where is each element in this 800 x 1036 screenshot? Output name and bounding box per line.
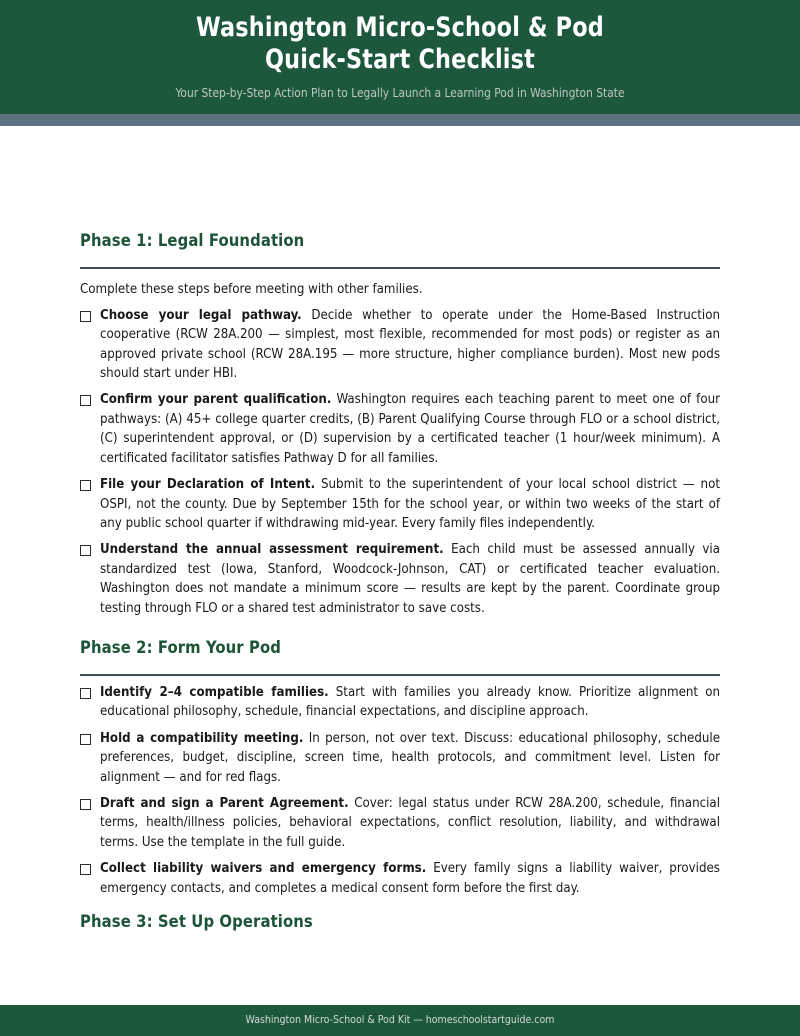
checklist-item[interactable] bbox=[80, 390, 720, 468]
checklist-item-label: Collect liability waivers and emergency forms. bbox=[100, 861, 427, 877]
document-title bbox=[32, 12, 768, 76]
phase-section-3 bbox=[80, 912, 720, 931]
phase-rule-2 bbox=[80, 674, 720, 676]
checkbox-icon[interactable] bbox=[80, 545, 91, 556]
checkbox-icon[interactable] bbox=[80, 395, 91, 406]
checklist-item-text bbox=[100, 794, 720, 852]
checklist-item-body: In person, not over text. Discuss: educational philosophy, schedule preferences, budget, discipline, screen time, health protocols, and commitment level. Listen for alignment — and for red flags. bbox=[100, 730, 720, 785]
checklist-item[interactable] bbox=[80, 859, 720, 898]
checklist-item-label: Hold a compatibility meeting. bbox=[100, 730, 304, 746]
checklist-item[interactable] bbox=[80, 794, 720, 852]
checklist-item[interactable] bbox=[80, 306, 720, 384]
checklist-item-text bbox=[100, 306, 720, 384]
checkbox-icon[interactable] bbox=[80, 734, 91, 745]
document-body bbox=[0, 126, 800, 931]
checklist-item-label: Choose your legal pathway. bbox=[100, 307, 302, 323]
phase-section-2 bbox=[80, 638, 720, 898]
checklist-item-label: File your Declaration of Intent. bbox=[100, 477, 316, 493]
checklist-item[interactable] bbox=[80, 683, 720, 722]
phase-intro-1: Complete these steps before meeting with other families. bbox=[80, 281, 423, 297]
document-subtitle: Your Step-by-Step Action Plan to Legally Launch a Learning Pod in Washington State bbox=[175, 84, 625, 100]
phase-section-1 bbox=[80, 231, 720, 618]
document-footer bbox=[0, 1005, 800, 1036]
checklist-2 bbox=[80, 683, 720, 898]
checkbox-icon[interactable] bbox=[80, 480, 91, 491]
checklist-item-body: Decide whether to operate under the Home-Based Instruction cooperative (RCW 28A.200 — simplest, most flexible, recommended for most pods) or register as an approved private school (RCW 28A.195 — more structure, higher compliance burden). Most new pods should start under HBI. bbox=[100, 307, 720, 382]
checklist-item-label: Identify 2–4 compatible families. bbox=[100, 684, 329, 700]
body-top-spacer bbox=[80, 126, 720, 231]
checklist-item-body: Cover: legal status under RCW 28A.200, schedule, financial terms, health/illness policies, behavioral expectations, conflict resolution, liability, and withdrawal terms. Use the template in the full guide. bbox=[100, 795, 720, 850]
checklist-item-body: Each child must be assessed annually via standardized test (Iowa, Stanford, Woodcock-Johnson, CAT) or certificated teacher evaluation. Washington does not mandate a minimum score — results are kept by the parent. Coordinate group testing through FLO or a shared test administrator to save costs. bbox=[100, 542, 720, 616]
checklist-item-body: Submit to the superintendent of your local school district — not OSPI, not the county. Due by September 15th for the school year, or within two weeks of the start of any public school quarter if withdrawing mid-year. Every family files independently. bbox=[100, 477, 720, 531]
checklist-item-body: Start with families you already know. Prioritize alignment on educational philosophy, schedule, financial expectations, and discipline approach. bbox=[100, 684, 720, 720]
checklist-item-text bbox=[100, 540, 720, 618]
header-accent-bar bbox=[0, 114, 800, 126]
checklist-1 bbox=[80, 306, 720, 618]
checklist-item-label: Draft and sign a Parent Agreement. bbox=[100, 795, 349, 811]
checklist-item-text bbox=[100, 729, 720, 787]
checklist-item-label: Confirm your parent qualification. bbox=[100, 392, 332, 408]
checklist-item-text bbox=[100, 390, 720, 468]
checklist-item[interactable] bbox=[80, 729, 720, 787]
checklist-item-text bbox=[100, 475, 720, 533]
document-title-line-2: Quick-Start Checklist bbox=[264, 43, 536, 75]
checklist-item-body: Every family signs a liability waiver, provides emergency contacts, and completes a medical consent form before the first day. bbox=[100, 861, 720, 896]
checklist-item-body: Washington requires each teaching parent to meet one of four pathways: (A) 45+ college quarter credits, (B) Parent Qualifying Course through FLO or a school district, (C) superintendent approval, or (D) supervision by a certificated teacher (1 hour/week minimum). A certificated facilitator satisfies Pathway D for all families. bbox=[100, 392, 720, 466]
checklist-item-text bbox=[100, 859, 720, 898]
checkbox-icon[interactable] bbox=[80, 311, 91, 322]
checkbox-icon[interactable] bbox=[80, 799, 91, 810]
footer-text: Washington Micro-School & Pod Kit — homeschoolstartguide.com bbox=[245, 1014, 555, 1026]
phase-heading-3: Phase 3: Set Up Operations bbox=[80, 912, 313, 932]
checkbox-icon[interactable] bbox=[80, 864, 91, 875]
checkbox-icon[interactable] bbox=[80, 688, 91, 699]
checklist-item[interactable] bbox=[80, 540, 720, 618]
phase-spacer bbox=[80, 618, 720, 638]
document-title-line-1: Washington Micro-School & Pod bbox=[196, 12, 604, 43]
phase-spacer bbox=[80, 898, 720, 912]
checklist-item-text bbox=[100, 683, 720, 722]
checklist-item[interactable] bbox=[80, 475, 720, 533]
phase-heading-1: Phase 1: Legal Foundation bbox=[80, 230, 305, 250]
phase-heading-2: Phase 2: Form Your Pod bbox=[80, 637, 281, 657]
document-header bbox=[0, 0, 800, 114]
checklist-item-label: Understand the annual assessment requirement. bbox=[100, 542, 444, 558]
phase-rule-1 bbox=[80, 267, 720, 269]
